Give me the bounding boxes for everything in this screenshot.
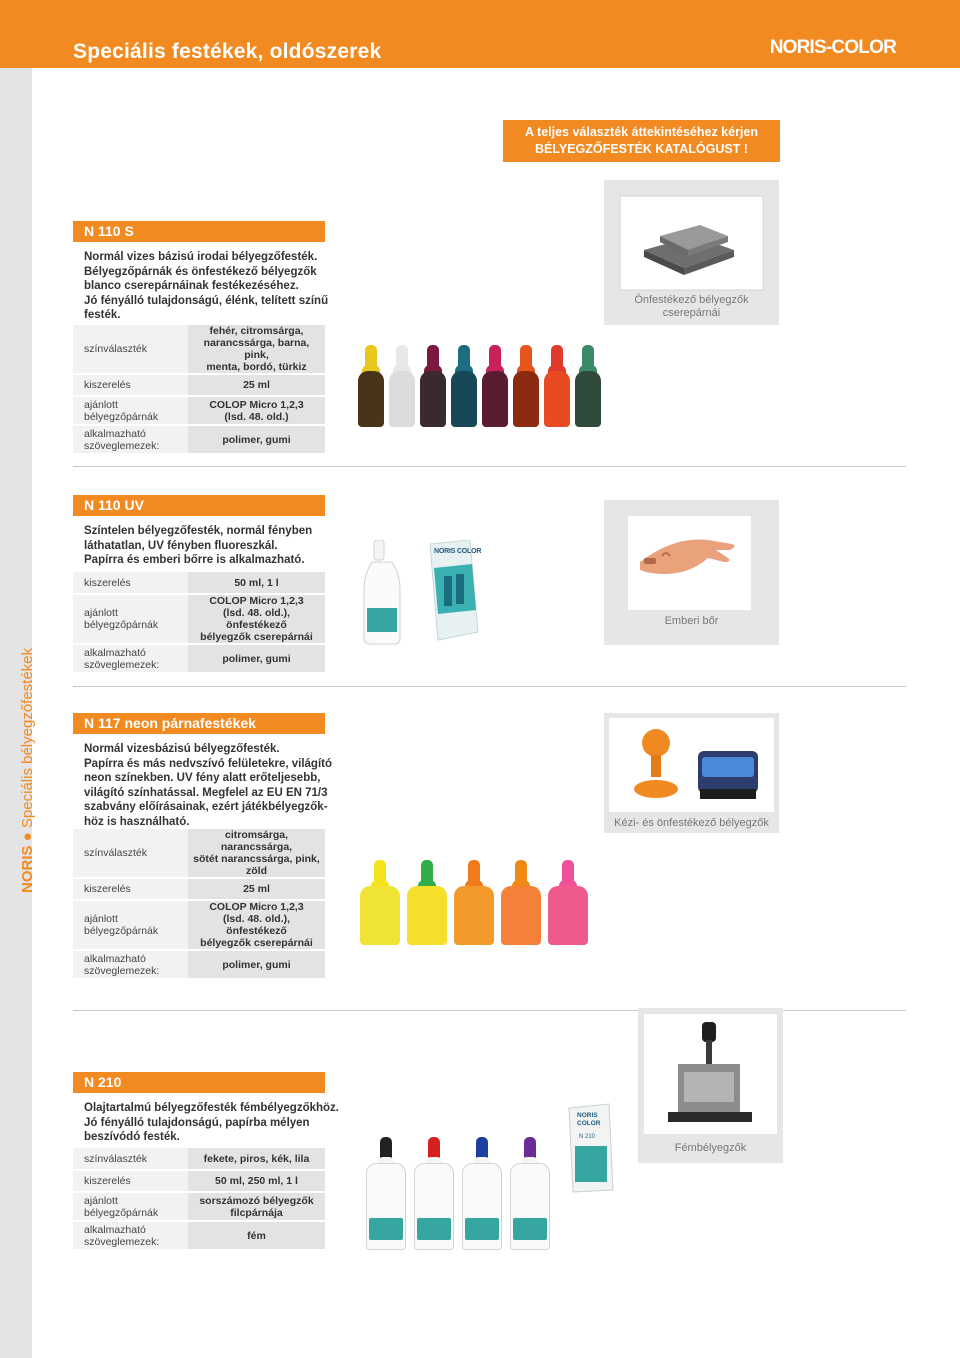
bottle-cap bbox=[374, 860, 386, 882]
spec-value: 25 ml bbox=[188, 878, 325, 900]
spec-table-n210 bbox=[73, 1148, 325, 1251]
bottle-body bbox=[360, 886, 400, 945]
bottle-cap bbox=[562, 860, 574, 882]
bottle-body bbox=[420, 371, 446, 427]
bottle-cap bbox=[489, 345, 501, 367]
spec-row bbox=[73, 572, 325, 594]
spec-value: COLOP Micro 1,2,3 (lsd. 48. old.) bbox=[188, 396, 325, 425]
spec-table-n117 bbox=[73, 829, 325, 980]
brand-logo: NORIS-COLOR bbox=[769, 37, 896, 58]
bottle-body bbox=[544, 371, 570, 427]
ink-bottle-image bbox=[548, 860, 588, 945]
desc-line: Papírra és más nedvszívó felületekre, világító bbox=[84, 757, 332, 770]
spec-value: COLOP Micro 1,2,3 (lsd. 48. old.), önfestékező bélyegzők cserepárnái bbox=[188, 900, 325, 950]
bottle-label bbox=[417, 1218, 451, 1240]
desc-line: Normál vizes bázisú irodai bélyegzőfesték. bbox=[84, 251, 318, 263]
section-desc-n210 bbox=[84, 1101, 339, 1145]
section-desc-n110uv bbox=[84, 524, 312, 568]
desc-line: beszívódó festék. bbox=[84, 1131, 180, 1143]
bottle-label bbox=[513, 1218, 547, 1240]
bottle-body bbox=[548, 886, 588, 945]
section-divider bbox=[73, 466, 906, 467]
box-brand-label: NORIS COLOR bbox=[577, 1112, 601, 1127]
spec-key: színválaszték bbox=[73, 1148, 188, 1170]
spec-key: alkalmazható szöveglemezek: bbox=[73, 1221, 188, 1250]
spec-row bbox=[73, 1221, 325, 1250]
product-box-n210 bbox=[565, 1102, 615, 1194]
desc-line: világító színhatással. Megfelel az EU EN 71/3 bbox=[84, 786, 328, 799]
side-label bbox=[19, 648, 36, 893]
bottle-body bbox=[575, 371, 601, 427]
section-title-n110uv: N 110 UV bbox=[73, 495, 325, 516]
desc-line: Bélyegzőpárnák és önfestékező bélyegzők bbox=[84, 265, 317, 278]
catalog-note bbox=[503, 120, 780, 162]
spec-value: polimer, gumi bbox=[188, 425, 325, 454]
desc-line: láthatatlan, UV fényben fluoreszkál. bbox=[84, 539, 278, 552]
bottle-cap bbox=[380, 1137, 392, 1159]
bottle-body bbox=[454, 886, 494, 945]
ink-bottle-image bbox=[360, 860, 400, 945]
ink-bottle-image bbox=[575, 345, 601, 427]
bottle-cap bbox=[427, 345, 439, 367]
spec-key: alkalmazható szöveglemezek: bbox=[73, 950, 188, 979]
desc-line: blanco cserepárnáinak festékezéséhez. bbox=[84, 280, 299, 292]
ink-bottle-image bbox=[420, 345, 446, 427]
desc-line: Papírra és emberi bőrre is alkalmazható. bbox=[84, 554, 305, 566]
spec-value: sorszámozó bélyegzők filcpárnája bbox=[188, 1192, 325, 1221]
spec-value: 50 ml, 250 ml, 1 l bbox=[188, 1170, 325, 1192]
image-card-caption: Kézi- és önfestékező bélyegzők bbox=[614, 817, 769, 829]
spec-key: kiszerelés bbox=[73, 1170, 188, 1192]
box-code-label: N 210 bbox=[579, 1134, 596, 1140]
bottle-cap bbox=[524, 1137, 536, 1159]
spec-key: ajánlott bélyegzőpárnák bbox=[73, 594, 188, 644]
spec-key: alkalmazható szöveglemezek: bbox=[73, 425, 188, 454]
spec-key: ajánlott bélyegzőpárnák bbox=[73, 900, 188, 950]
section-divider bbox=[73, 686, 906, 687]
spec-value: COLOP Micro 1,2,3 (lsd. 48. old.), önfestékező bélyegzők cserepárnái bbox=[188, 594, 325, 644]
bottle-cap bbox=[551, 345, 563, 367]
section-title-n210: N 210 bbox=[73, 1072, 325, 1093]
spec-value: polimer, gumi bbox=[188, 644, 325, 673]
catalog-note-line1: A teljes választék áttekintéséhez kérjen bbox=[525, 125, 758, 139]
section-desc-n117 bbox=[84, 742, 332, 829]
bottle-body bbox=[513, 371, 539, 427]
spec-key: kiszerelés bbox=[73, 374, 188, 396]
spec-key: színválaszték bbox=[73, 325, 188, 374]
bottle-cap bbox=[396, 345, 408, 367]
spec-table-n110s bbox=[73, 325, 325, 455]
desc-line: szabvány előírásainak, ezért játékbélyegzők- bbox=[84, 801, 328, 813]
spec-value: citromsárga, narancssárga, sötét narancssárga, pink, zöld bbox=[188, 829, 325, 878]
spec-value: 25 ml bbox=[188, 374, 325, 396]
spec-row bbox=[73, 829, 325, 878]
spec-value: fehér, citromsárga, narancssárga, barna, pink, menta, bordó, türkiz bbox=[188, 325, 325, 374]
page-title: Speciális festékek, oldószerek bbox=[73, 40, 382, 63]
spec-key: kiszerelés bbox=[73, 572, 188, 594]
desc-line: höz is használható. bbox=[84, 815, 190, 828]
ink-bottle-image bbox=[513, 345, 539, 427]
side-label-brand: NORIS bbox=[19, 845, 36, 893]
desc-line: Jó fényálló tulajdonságú, élénk, telített színű bbox=[84, 294, 329, 307]
spec-table-n110uv bbox=[73, 572, 325, 674]
bottle-label bbox=[465, 1218, 499, 1240]
desc-line: Olajtartalmú bélyegzőfesték fémbélyegzőkhöz. bbox=[84, 1102, 339, 1114]
side-label-bullet: ● bbox=[19, 832, 36, 842]
image-card-caption: Emberi bőr bbox=[664, 615, 719, 627]
image-card-metal-stamps bbox=[638, 1008, 783, 1163]
ink-bottle-image bbox=[451, 345, 477, 427]
ink-bottle-image bbox=[358, 345, 384, 427]
desc-line: Jó fényálló tulajdonságú, papírba mélyen bbox=[84, 1116, 310, 1129]
spec-key: színválaszték bbox=[73, 829, 188, 878]
spec-row bbox=[73, 644, 325, 673]
bottle-cap bbox=[365, 345, 377, 367]
image-card-human-skin bbox=[604, 500, 779, 645]
bottle-body bbox=[407, 886, 447, 945]
spec-value: fém bbox=[188, 1221, 325, 1250]
spec-row bbox=[73, 1148, 325, 1170]
spec-row bbox=[73, 425, 325, 454]
ink-bottle-image bbox=[366, 1137, 406, 1250]
image-card-ink-pads bbox=[604, 180, 779, 325]
spec-value: 50 ml, 1 l bbox=[188, 572, 325, 594]
numbering-stamp-illustration bbox=[638, 1008, 783, 1163]
bottle-label bbox=[369, 1218, 403, 1240]
image-card-caption: Fémbélyegzők bbox=[674, 1142, 747, 1154]
product-photo-n117-bottles bbox=[360, 860, 605, 945]
ink-bottle-image bbox=[482, 345, 508, 427]
ink-bottle-image bbox=[544, 345, 570, 427]
spec-value: polimer, gumi bbox=[188, 950, 325, 979]
bottle-body bbox=[389, 371, 415, 427]
spec-key: ajánlott bélyegzőpárnák bbox=[73, 396, 188, 425]
desc-line: Színtelen bélyegzőfesték, normál fényben bbox=[84, 525, 313, 537]
catalog-note-line2: BÉLYEGZŐFESTÉK KATALÓGUST ! bbox=[535, 142, 748, 156]
product-photo-n210-bottles bbox=[366, 1137, 561, 1250]
bottle-cap bbox=[421, 860, 433, 882]
section-title-n110s: N 110 S bbox=[73, 221, 325, 242]
ink-bottle-image bbox=[510, 1137, 550, 1250]
spec-row bbox=[73, 878, 325, 900]
bottle-cap bbox=[515, 860, 527, 882]
bottle-body bbox=[358, 371, 384, 427]
section-title-n117: N 117 neon párnafestékek bbox=[73, 713, 325, 734]
bottle-cap bbox=[428, 1137, 440, 1159]
spec-row bbox=[73, 1192, 325, 1221]
bottle-body bbox=[501, 886, 541, 945]
bottle-body bbox=[482, 371, 508, 427]
product-photo-n110s-bottles bbox=[358, 345, 608, 427]
ink-bottle-image bbox=[454, 860, 494, 945]
spec-row bbox=[73, 900, 325, 950]
side-label-text: Speciális bélyegzőfestékek bbox=[19, 647, 36, 829]
page-header bbox=[0, 0, 960, 68]
bottle-cap bbox=[582, 345, 594, 367]
bottle-cap bbox=[458, 345, 470, 367]
bottle-cap bbox=[520, 345, 532, 367]
bottle-body bbox=[451, 371, 477, 427]
ink-bottle-image bbox=[407, 860, 447, 945]
bottle-cap bbox=[468, 860, 480, 882]
spec-key: alkalmazható szöveglemezek: bbox=[73, 644, 188, 673]
product-photo-n110uv bbox=[360, 540, 485, 645]
uv-bottle-and-box-illustration bbox=[360, 540, 485, 645]
desc-line: neon színekben. UV fény alatt erőteljesebb, bbox=[84, 772, 321, 784]
ink-bottle-image bbox=[501, 860, 541, 945]
desc-line: festék. bbox=[84, 309, 121, 321]
stamps-illustration bbox=[604, 713, 779, 833]
spec-key: kiszerelés bbox=[73, 878, 188, 900]
box-brand-label: NORIS COLOR bbox=[434, 548, 482, 555]
image-card-caption: Önfestékező bélyegzők cserepárnái bbox=[634, 294, 749, 319]
ink-bottle-image bbox=[462, 1137, 502, 1250]
desc-line: Normál vizesbázisú bélyegzőfesték. bbox=[84, 743, 280, 755]
spec-row bbox=[73, 1170, 325, 1192]
spec-row bbox=[73, 594, 325, 644]
ink-bottle-image bbox=[414, 1137, 454, 1250]
section-desc-n110s bbox=[84, 250, 328, 323]
spec-value: fekete, piros, kék, lila bbox=[188, 1148, 325, 1170]
spec-row bbox=[73, 950, 325, 979]
spec-row bbox=[73, 325, 325, 374]
image-card-stamps bbox=[604, 713, 779, 833]
spec-row bbox=[73, 374, 325, 396]
ink-bottle-image bbox=[389, 345, 415, 427]
spec-row bbox=[73, 396, 325, 425]
spec-key: ajánlott bélyegzőpárnák bbox=[73, 1192, 188, 1221]
bottle-cap bbox=[476, 1137, 488, 1159]
